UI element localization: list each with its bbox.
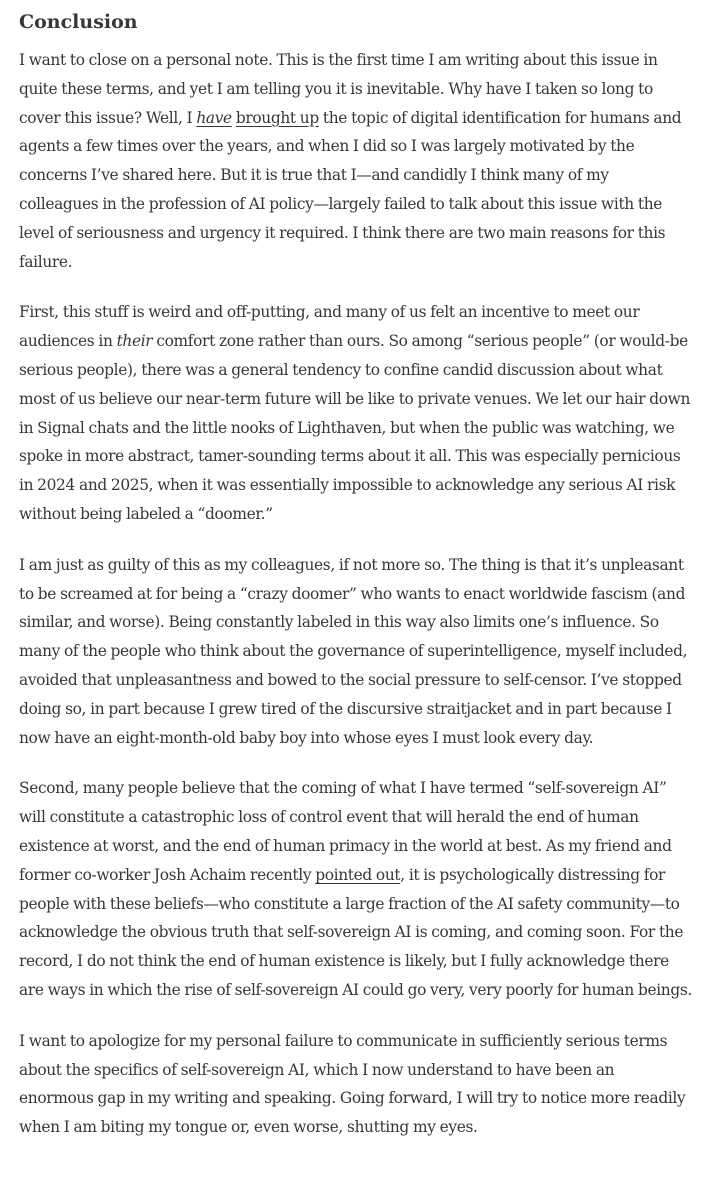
have-link[interactable]	[196, 109, 232, 127]
paragraph-2-emphasis: their	[116, 332, 153, 351]
paragraph-4	[19, 774, 692, 1004]
paragraph-1	[19, 46, 692, 276]
paragraph-2-text-b: comfort zone rather than ours. So among “serious people” (or would-be serious people), there was a general tendency to confine candid discussion about what most of us believe our near-term future will be like to private venues. We let our hair down in Signal chats and the little nooks of Lighthaven, but when the public was watching, we spoke in more abstract, tamer-sounding terms about it all. This was especially pernicious in 2024 and 2025, when it was essentially impossible to acknowledge any serious AI risk without being labeled a “doomer.”	[19, 332, 691, 523]
paragraph-1-text-a: I want to close on a personal note. This is the first time I am writing about this issue in quite these terms, and yet I am telling you it is inevitable. Why have I taken so long to cover this issue? Well, I	[19, 51, 658, 127]
section-heading: Conclusion	[19, 11, 138, 33]
pointed-out-link[interactable]: pointed out	[315, 865, 401, 884]
paragraph-1-text-b: the topic of digital identification for humans and agents a few times over the years, and when I did so I was largely motivated by the concerns I’ve shared here. But it is true that I—and candidly I think many of my colleagues in the profession of AI policy—largely failed to talk about this issue with the level of seriousness and urgency it required. I think there are two main reasons for this failure.	[19, 108, 682, 271]
paragraph-2	[19, 298, 692, 528]
brought-up-link[interactable]: brought up	[235, 108, 319, 127]
paragraph-4-text-a: Second, many people believe that the coming of what I have termed “self-sovereign AI” will constitute a catastrophic loss of control event that will herald the end of human existence at worst, and the end of human primacy in the world at best. As my friend and former co-worker Josh Achaim recently	[19, 779, 672, 884]
paragraph-3: I am just as guilty of this as my colleagues, if not more so. The thing is that it’s unpleasant to be screamed at for being a “crazy doomer” who wants to enact worldwide fascism (and similar, and worse). Being constantly labeled in this way also limits one’s influence. So many of the people who think about the governance of superintelligence, myself included, avoided that unpleasantness and bowed to the social pressure to self-censor. I’ve stopped doing so, in part because I grew tired of the discursive straitjacket and in part because I now have an eight-month-old baby boy into whose eyes I must look every day.	[19, 555, 688, 747]
paragraph-2-text-a: First, this stuff is weird and off-putting, and many of us felt an incentive to meet our audiences in	[19, 303, 640, 351]
paragraph-4-text-b: , it is psychologically distressing for people with these beliefs—who constitute a large fraction of the AI safety community—to acknowledge the obvious truth that self-sovereign AI is coming, and coming soon. For the record, I do not think the end of human existence is likely, but I fully acknowledge there are ways in which the rise of self-sovereign AI could go very, very poorly for human beings.	[19, 865, 692, 999]
have-link-text: have	[196, 108, 232, 127]
paragraph-5: I want to apologize for my personal failure to communicate in sufficiently serious terms about the specifics of self-sovereign AI, which I now understand to have been an enormous gap in my writing and speaking. Going forward, I will try to notice more readily when I am biting my tongue or, even worse, shutting my eyes.	[19, 1031, 686, 1137]
